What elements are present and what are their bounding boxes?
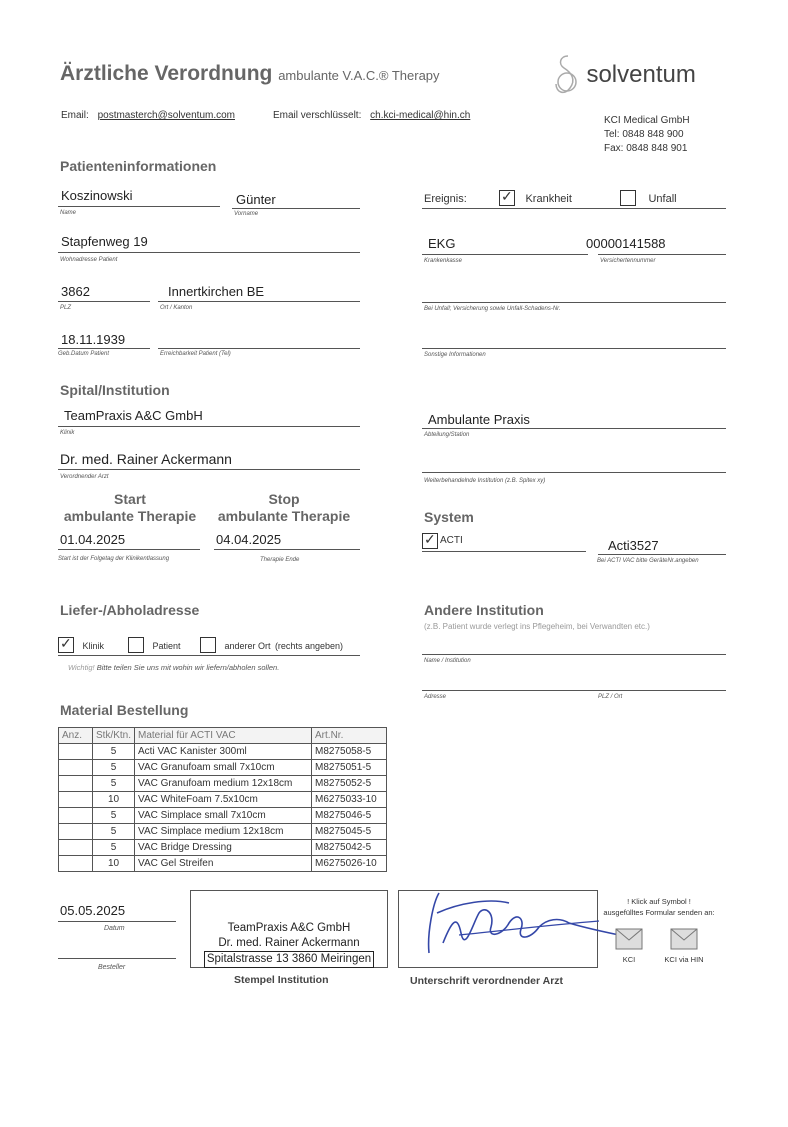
table-row: [59, 824, 387, 840]
stk-cell: 5: [93, 808, 135, 824]
spital-heading: Spital/Institution: [60, 382, 170, 398]
abteilung-value: Ambulante Praxis: [428, 412, 530, 427]
patient-ort-field[interactable]: [158, 284, 360, 302]
stk-cell: 5: [93, 744, 135, 760]
stk-cell: 10: [93, 856, 135, 872]
versnr-label: Versichertennummer: [600, 258, 656, 264]
table-row: [59, 856, 387, 872]
company-fax: Fax: 0848 848 901: [604, 143, 688, 154]
material-header-row: [59, 728, 387, 744]
col-stk: Stk/Ktn.: [93, 728, 135, 744]
andere-name-label: Name / Institution: [424, 658, 471, 664]
patient-geb-field[interactable]: [58, 332, 150, 349]
klinik-value: TeamPraxis A&C GmbH: [64, 408, 203, 423]
liefer-anderer-checkbox[interactable]: [200, 636, 343, 654]
klinik-box: [58, 634, 74, 653]
unfall-checkbox[interactable]: [620, 189, 677, 207]
kci-hin-label: KCI via HIN: [664, 955, 704, 964]
start-heading-1: Start: [114, 491, 146, 507]
patient-plz-field[interactable]: [58, 284, 150, 302]
anderer-box: [200, 637, 216, 653]
table-row: [59, 792, 387, 808]
sonstige-field[interactable]: [422, 334, 726, 349]
table-row: [59, 808, 387, 824]
artnr-cell: M8275042-5: [312, 840, 387, 856]
material-cell: VAC WhiteFoam 7.5x10cm: [135, 792, 312, 808]
anz-cell[interactable]: [59, 760, 93, 776]
anz-cell[interactable]: [59, 808, 93, 824]
unterschrift-label: Unterschrift verordnender Arzt: [410, 975, 564, 987]
start-heading: [60, 491, 200, 525]
material-table: [58, 727, 387, 872]
anderer-option-label: anderer Ort: [224, 641, 271, 651]
artnr-cell: M8275051-5: [312, 760, 387, 776]
patient-option-label: Patient: [152, 641, 181, 651]
kci-label: KCI: [622, 955, 636, 964]
stk-cell: 5: [93, 840, 135, 856]
patient-name-label: Name: [60, 210, 77, 216]
anz-cell[interactable]: [59, 776, 93, 792]
patient-address-value: Stapfenweg 19: [61, 234, 148, 249]
table-row: [59, 776, 387, 792]
datum-field[interactable]: [58, 903, 176, 922]
datum-value: 05.05.2025: [60, 903, 126, 918]
ereignis-label: Ereignis:: [424, 193, 467, 205]
unfall-info-label: Bei Unfall; Versicherung sowie Unfall-Schadens-Nr.: [424, 306, 561, 312]
liefer-patient-checkbox[interactable]: [128, 636, 180, 654]
page-title: [60, 62, 440, 86]
ereignis-underline: [422, 208, 726, 209]
krankheit-checkbox[interactable]: [499, 189, 572, 207]
brand-name: solventum: [586, 61, 696, 88]
besteller-field[interactable]: [58, 944, 176, 959]
patient-vorname-label: Vorname: [234, 211, 259, 217]
title-main: Ärztliche Verordnung: [60, 62, 273, 85]
system-heading: System: [424, 509, 474, 525]
patient-address-label: Wohnadresse Patient: [60, 257, 118, 263]
material-cell: VAC Simplace small 7x10cm: [135, 808, 312, 824]
unfall-label: Unfall: [648, 193, 677, 205]
artnr-cell: M8275046-5: [312, 808, 387, 824]
artnr-cell: M8275052-5: [312, 776, 387, 792]
patient-vorname-value: Günter: [236, 192, 276, 207]
krankenkasse-field[interactable]: [422, 236, 588, 255]
liefer-options: [58, 635, 360, 656]
patient-heading: Patienteninformationen: [60, 158, 217, 174]
table-row: [59, 744, 387, 760]
email-link[interactable]: postmasterch@solventum.com: [97, 110, 235, 121]
material-heading: Material Bestellung: [60, 702, 189, 718]
email-enc-row: [273, 110, 470, 121]
material-table-wrap: [58, 727, 387, 872]
email-label: Email:: [61, 110, 89, 121]
klick-line-2: ausgefülltes Formular senden an:: [603, 908, 715, 917]
stamp-line-3: Spitalstrasse 13 3860 Meiringen: [204, 951, 374, 968]
table-row: [59, 760, 387, 776]
anz-cell[interactable]: [59, 840, 93, 856]
signature-box[interactable]: [398, 890, 598, 968]
liefer-heading: Liefer-/Abholadresse: [60, 602, 200, 618]
col-anz: Anz.: [59, 728, 93, 744]
company-info: [604, 114, 690, 156]
stamp-box: [190, 890, 388, 968]
stamp-text: [191, 921, 387, 968]
start-date-value: 01.04.2025: [60, 532, 126, 547]
liefer-wichtig: [68, 663, 279, 672]
datum-label: Datum: [104, 925, 125, 932]
send-kci-hin-button[interactable]: [662, 928, 706, 964]
stop-date-label: Therapie Ende: [260, 557, 300, 563]
company-tel: Tel: 0848 848 900: [604, 129, 684, 140]
envelope-icon: [615, 928, 643, 950]
patient-tel-label: Erreichbarkeit Patient (Tel): [160, 351, 231, 357]
patient-box: [128, 637, 144, 653]
stamp-line-2: Dr. med. Rainer Ackermann: [218, 937, 360, 949]
klinik-option-label: Klinik: [82, 641, 104, 651]
solventum-logo-icon: [552, 52, 582, 98]
besteller-label: Besteller: [98, 964, 126, 971]
versnr-value: 00000141588: [586, 236, 666, 251]
start-date-field[interactable]: [58, 532, 200, 550]
krankenkasse-label: Krankenkasse: [424, 258, 463, 264]
klick-line-1: ! Klick auf Symbol !: [627, 897, 691, 906]
email-row: [61, 110, 235, 121]
geraet-label: Bei ACTI VAC bitte GeräteNr.angeben: [597, 558, 699, 564]
col-material: Material für ACTI VAC: [135, 728, 312, 744]
acti-label: ACTI: [440, 535, 463, 546]
artnr-cell: M8275045-5: [312, 824, 387, 840]
andere-hint: (z.B. Patient wurde verlegt ins Pflegeheim, bei Verwandten etc.): [424, 622, 650, 631]
andere-adresse-field[interactable]: [422, 676, 726, 691]
check-icon: ✓: [424, 531, 436, 547]
check-icon: ✓: [60, 634, 72, 651]
patient-plz-value: 3862: [61, 284, 90, 299]
versnr-field[interactable]: [586, 236, 726, 255]
krankenkasse-value: EKG: [428, 236, 456, 251]
artnr-cell: M8275058-5: [312, 744, 387, 760]
anz-cell[interactable]: [59, 792, 93, 808]
stop-heading: [214, 491, 354, 525]
wichtig-label: Wichtig!: [68, 663, 95, 672]
stop-heading-1: Stop: [268, 491, 300, 507]
material-cell: VAC Granufoam medium 12x18cm: [135, 776, 312, 792]
andere-heading: Andere Institution: [424, 602, 544, 618]
andere-name-field[interactable]: [422, 640, 726, 655]
anz-cell[interactable]: [59, 744, 93, 760]
andere-plzort-label: PLZ / Ort: [598, 694, 623, 700]
unfall-box: [620, 190, 636, 206]
weiter-label: Weiterbehandelnde Institution (z.B. Spitex xy): [424, 478, 546, 484]
stop-date-field[interactable]: [214, 532, 360, 550]
col-artnr: Art.Nr.: [312, 728, 387, 744]
material-cell: VAC Bridge Dressing: [135, 840, 312, 856]
stk-cell: 10: [93, 792, 135, 808]
stop-heading-2: ambulante Therapie: [217, 508, 351, 524]
patient-address-field[interactable]: [58, 234, 360, 253]
wichtig-text: Bitte teilen Sie uns mit wohin wir liefern/abholen sollen.: [96, 663, 280, 672]
email-enc-link[interactable]: ch.kci-medical@hin.ch: [370, 110, 471, 121]
arzt-label: Verordnender Arzt: [60, 474, 109, 480]
patient-tel-field[interactable]: [158, 332, 360, 349]
abteilung-label: Abteilung/Station: [424, 432, 470, 438]
start-date-label: Start ist der Folgetag der Klinikentlassung: [58, 556, 170, 562]
check-icon: ✓: [501, 187, 513, 204]
abteilung-field[interactable]: [422, 412, 726, 429]
weiter-field[interactable]: [422, 458, 726, 473]
krankheit-label: Krankheit: [525, 193, 572, 205]
stk-cell: 5: [93, 760, 135, 776]
andere-adresse-label: Adresse: [424, 694, 447, 700]
start-heading-2: ambulante Therapie: [63, 508, 197, 524]
material-cell: Acti VAC Kanister 300ml: [135, 744, 312, 760]
artnr-cell: M6275026-10: [312, 856, 387, 872]
title-sub: ambulante V.A.C.® Therapy: [278, 68, 440, 83]
patient-plz-label: PLZ: [60, 305, 72, 311]
envelope-icon: [670, 928, 698, 950]
company-name: KCI Medical GmbH: [604, 115, 690, 126]
arzt-value: Dr. med. Rainer Ackermann: [60, 451, 232, 467]
anz-cell[interactable]: [59, 856, 93, 872]
material-cell: VAC Gel Streifen: [135, 856, 312, 872]
stk-cell: 5: [93, 824, 135, 840]
email-enc-label: Email verschlüsselt:: [273, 110, 362, 121]
send-info: [600, 896, 718, 918]
klinik-label: Klinik: [60, 430, 75, 436]
patient-ort-value: Innertkirchen BE: [168, 284, 265, 299]
arzt-field[interactable]: [58, 451, 360, 470]
stamp-line-1: TeamPraxis A&C GmbH: [227, 922, 351, 934]
acti-box: [422, 533, 438, 549]
patient-name-value: Koszinowski: [61, 188, 133, 203]
anderer-option-hint: (rechts angeben): [274, 641, 343, 651]
geraet-value: Acti3527: [608, 538, 659, 553]
geraet-field[interactable]: [598, 538, 726, 555]
klinik-field[interactable]: [58, 408, 360, 427]
acti-field[interactable]: [422, 533, 586, 552]
table-row: [59, 840, 387, 856]
stempel-label: Stempel Institution: [234, 974, 329, 986]
patient-geb-label: Geb.Datum Patient: [58, 351, 110, 357]
material-cell: VAC Granufoam small 7x10cm: [135, 760, 312, 776]
patient-geb-value: 18.11.1939: [61, 332, 126, 347]
anz-cell[interactable]: [59, 824, 93, 840]
stk-cell: 5: [93, 776, 135, 792]
send-kci-button[interactable]: [614, 928, 644, 964]
patient-name-field[interactable]: [58, 188, 220, 207]
liefer-klinik-checkbox[interactable]: [58, 636, 104, 654]
patient-vorname-field[interactable]: [232, 192, 360, 209]
unfall-info-field[interactable]: [422, 288, 726, 303]
material-cell: VAC Simplace medium 12x18cm: [135, 824, 312, 840]
sonstige-label: Sonstige Informationen: [424, 352, 486, 358]
brand-logo: [552, 52, 696, 98]
krankheit-box: [499, 187, 515, 206]
patient-ort-label: Ort / Kanton: [160, 305, 193, 311]
artnr-cell: M6275033-10: [312, 792, 387, 808]
stop-date-value: 04.04.2025: [216, 532, 282, 547]
